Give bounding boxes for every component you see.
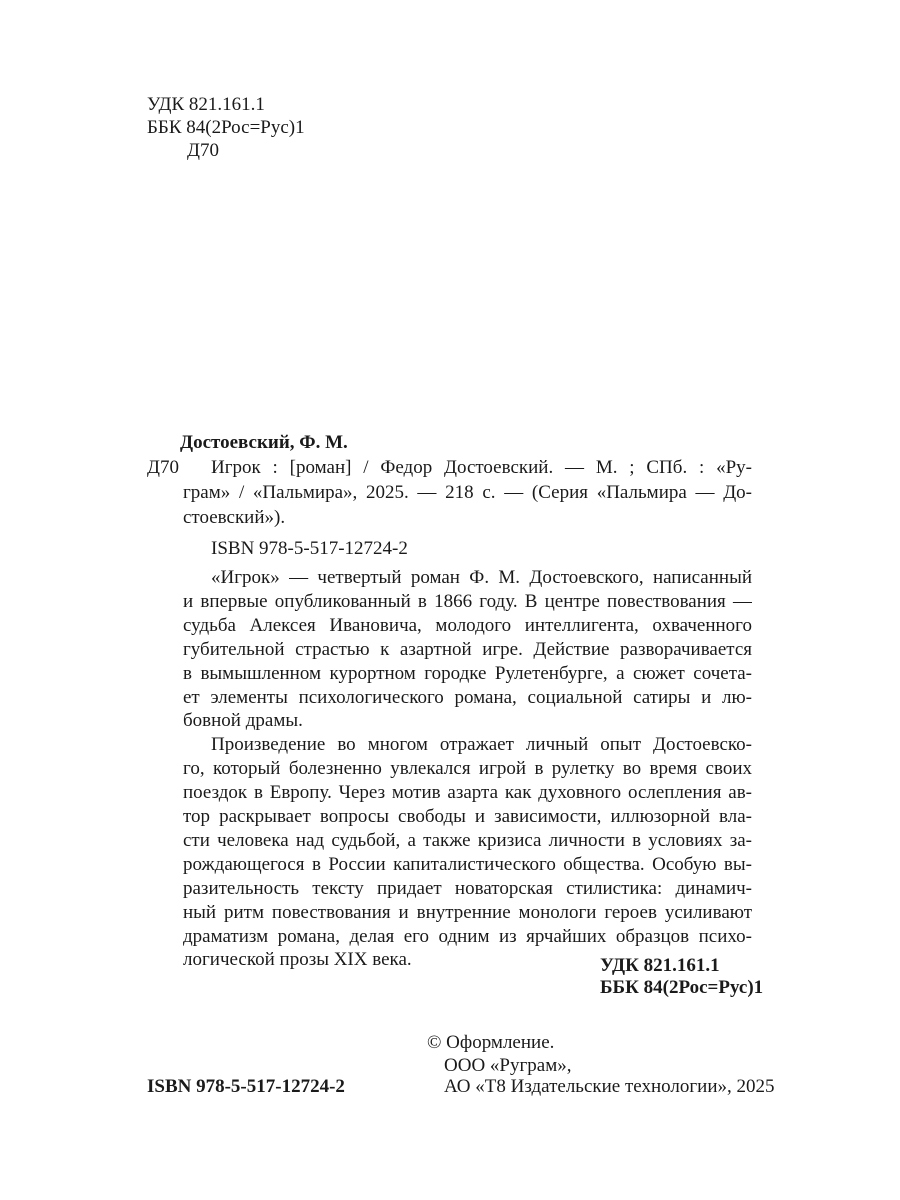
author-mark: Д70 [187,140,219,161]
entry-isbn: ISBN 978-5-517-12724-2 [211,538,408,559]
annotation-line: тор раскрывает вопросы свободы и зависимости, иллюзорной вла- [183,806,752,827]
annotation-line: судьба Алексея Ивановича, молодого интеллигента, охваченного [183,614,752,636]
annotation-line: сти человека над судьбой, а также кризиса личности в условиях за- [183,829,752,851]
copyright-line: ООО «Руграм», [444,1055,572,1076]
entry-mark: Д70 [147,457,179,478]
annotation-line: разительность тексту придает новаторская стилистика: динамич- [183,877,752,899]
udk-code: УДК 821.161.1 [147,94,265,115]
annotation-line: бовной драмы. [183,710,303,732]
annotation-line: Произведение во многом отражает личный опыт Достоевско- [211,734,752,756]
annotation-line: и впервые опубликованный в 1866 году. В центре повествования — [183,590,752,612]
bottom-udk-code: УДК 821.161.1 [600,955,720,976]
annotation-line: рождающегося в России капиталистического общества. Особую вы- [183,853,752,875]
entry-line: стоевский»). [183,507,286,528]
entry-line: Игрок : [роман] / Федор Достоевский. — М. ; СПб. : «Ру- [211,457,752,478]
copyright-line: © Оформление. [427,1032,555,1053]
annotation-line: го, который болезненно увлекался игрой в рулетку во время своих [183,758,752,780]
annotation-line: поездок в Европу. Через мотив азарта как духовного ослепления ав- [183,782,752,804]
annotation-line: ный ритм повествования и внутренние монологи героев усиливают [183,901,752,923]
bbk-code: ББК 84(2Рос=Рус)1 [147,117,305,138]
annotation-line: ет элементы психологического романа, социальной сатиры и лю- [183,686,752,708]
annotation-line: губительной страстью к азартной игре. Действие разворачивается [183,638,752,660]
copyright-line: АО «Т8 Издательские технологии», 2025 [444,1076,775,1097]
entry-author: Достоевский, Ф. М. [180,432,348,453]
annotation-line: в вымышленном курортном городке Рулетенбурге, а сюжет сочета- [183,662,752,684]
bottom-isbn: ISBN 978-5-517-12724-2 [147,1076,345,1097]
entry-line: грам» / «Пальмира», 2025. — 218 с. — (Серия «Пальмира — До- [183,482,752,503]
annotation-line: драматизм романа, делая его одним из ярчайших образцов психо- [183,925,752,947]
annotation-line: «Игрок» — четвертый роман Ф. М. Достоевского, написанный [211,567,752,588]
annotation-line: логической прозы XIX века. [183,949,412,971]
bottom-bbk-code: ББК 84(2Рос=Рус)1 [600,977,764,998]
